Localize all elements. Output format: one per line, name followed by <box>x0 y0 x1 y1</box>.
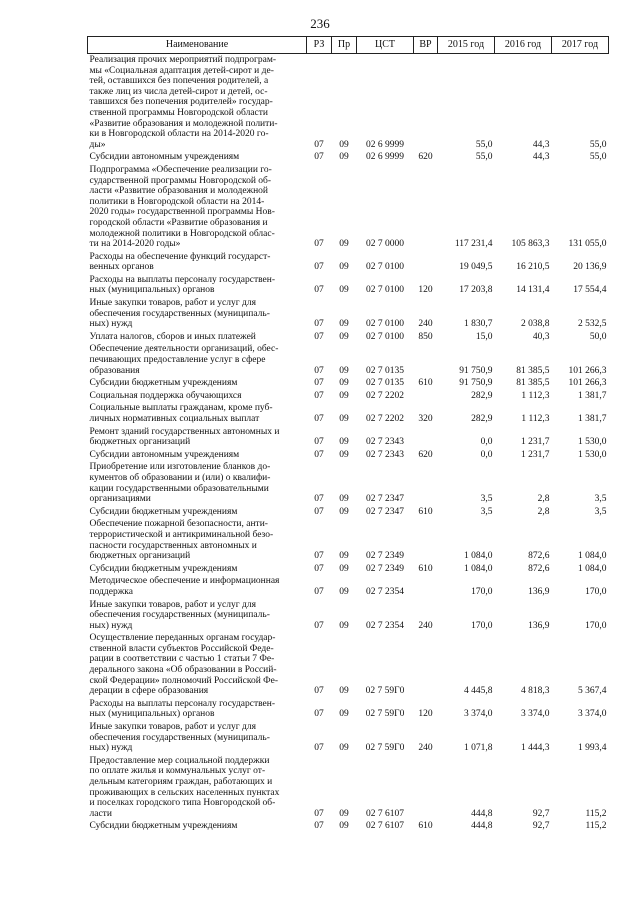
row-rz: 07 <box>314 414 324 424</box>
row-2016: 4 818,3 <box>521 686 550 697</box>
table-row <box>88 164 609 251</box>
row-rz: 07 <box>314 139 324 150</box>
table-row <box>88 377 609 390</box>
row-2015: 17 203,8 <box>459 285 493 296</box>
row-rz: 07 <box>314 449 324 460</box>
table-row <box>88 599 609 633</box>
row-pr: 09 <box>339 331 349 342</box>
row-2016: 1 231,7 <box>521 437 550 448</box>
row-2017: 1 530,0 <box>578 437 607 448</box>
row-2016: 136,9 <box>528 620 550 631</box>
table-row <box>88 297 609 331</box>
table-row <box>88 563 609 576</box>
row-2016: 1 231,7 <box>521 449 550 460</box>
row-name: Обеспечение деятельности организаций, обес- печивающих предоставление услуг в сфере образования <box>89 344 279 376</box>
row-cst: 02 7 59Г0 <box>365 709 405 720</box>
row-2017: 1 530,0 <box>578 449 607 460</box>
table-row <box>88 402 609 425</box>
row-2017: 101 266,3 <box>568 365 607 376</box>
row-rz: 07 <box>314 563 324 574</box>
row-name: Осуществление переданных органам государ- ственной власти субъектов Российской Феде- рации в соответствии с частью 1 статьи 7 Фе- дерального закона «Об образовании в Россий- ской Федерации» полномочий Российской Фе- дерации в сфере образования <box>89 633 279 697</box>
row-2015: 3,5 <box>480 506 493 517</box>
row-name: Субсидии бюджетным учреждениям <box>89 821 238 832</box>
row-pr: 09 <box>339 239 349 250</box>
row-2016: 81 385,5 <box>516 365 550 376</box>
table-row <box>88 343 609 377</box>
row-2017: 2 532,5 <box>578 319 607 330</box>
row-cst: 02 7 0135 <box>366 365 404 376</box>
row-cst: 02 7 2202 <box>366 414 404 424</box>
row-vr <box>414 390 438 403</box>
table-row <box>88 151 609 164</box>
row-rz: 07 <box>314 743 324 754</box>
row-name: Субсидии автономным учреждениям <box>89 449 240 460</box>
row-2017: 170,0 <box>585 586 607 597</box>
row-2016: 92,7 <box>532 821 550 832</box>
row-name: Субсидии автономным учреждениям <box>89 152 240 163</box>
row-cst: 02 7 2354 <box>366 586 404 597</box>
row-vr: 240 <box>418 319 433 330</box>
row-rz: 07 <box>314 365 324 376</box>
row-pr: 09 <box>339 139 349 150</box>
row-pr: 09 <box>339 821 349 832</box>
row-cst: 02 7 2347 <box>366 494 404 505</box>
row-2016: 872,6 <box>528 551 550 562</box>
row-vr: 610 <box>418 821 433 832</box>
header-pr: Пр <box>332 37 357 54</box>
row-vr <box>414 426 438 449</box>
row-2017: 115,2 <box>585 821 607 832</box>
row-pr: 09 <box>339 620 349 631</box>
row-2015: 91 750,9 <box>459 378 493 389</box>
page-number: 236 <box>310 16 330 31</box>
table-row <box>88 698 609 721</box>
row-2016: 44,3 <box>532 152 550 163</box>
row-rz: 07 <box>314 808 324 819</box>
row-cst: 02 7 2349 <box>366 551 404 562</box>
row-vr <box>414 54 438 152</box>
row-2017: 3,5 <box>594 494 607 505</box>
row-2015: 1 084,0 <box>464 563 493 574</box>
row-2017: 1 084,0 <box>578 563 607 574</box>
row-pr: 09 <box>339 378 349 389</box>
row-2015: 4 445,8 <box>464 686 493 697</box>
row-2017: 1 993,4 <box>578 743 607 754</box>
row-pr: 09 <box>339 437 349 448</box>
row-2017: 131 055,0 <box>568 239 607 250</box>
table-row <box>88 274 609 297</box>
row-cst: 02 7 0000 <box>366 239 404 250</box>
row-pr: 09 <box>339 494 349 505</box>
row-2017: 101 266,3 <box>568 378 607 389</box>
header-2015: 2015 год <box>438 37 495 54</box>
table-row <box>88 54 609 152</box>
row-pr: 09 <box>339 686 349 697</box>
row-pr: 09 <box>339 586 349 597</box>
row-rz: 07 <box>314 821 324 832</box>
row-2015: 55,0 <box>475 139 493 150</box>
row-2016: 2,8 <box>537 506 550 517</box>
row-vr: 320 <box>418 414 433 424</box>
row-pr: 09 <box>339 319 349 330</box>
row-cst: 02 7 59Г0 <box>365 743 405 754</box>
row-2015: 91 750,9 <box>459 365 493 376</box>
table-row <box>88 575 609 598</box>
row-pr: 09 <box>339 449 349 460</box>
row-2016: 105 863,3 <box>511 239 550 250</box>
row-name: Субсидии бюджетным учреждениям <box>89 378 238 389</box>
row-rz: 07 <box>314 506 324 517</box>
row-2015: 19 049,5 <box>459 262 493 273</box>
row-vr <box>414 343 438 377</box>
row-2016: 3 374,0 <box>521 709 550 720</box>
table-row <box>88 449 609 462</box>
row-pr: 09 <box>339 152 349 163</box>
table-row <box>88 721 609 755</box>
row-2017: 1 381,7 <box>578 390 607 401</box>
row-2017: 1 084,0 <box>578 551 607 562</box>
row-2015: 3,5 <box>480 494 493 505</box>
row-2015: 444,8 <box>471 821 493 832</box>
row-2016: 44,3 <box>532 139 550 150</box>
row-pr: 09 <box>339 414 349 424</box>
row-rz: 07 <box>314 239 324 250</box>
row-vr <box>414 575 438 598</box>
row-pr: 09 <box>339 551 349 562</box>
row-2016: 14 131,4 <box>516 285 550 296</box>
table-row <box>88 518 609 562</box>
row-rz: 07 <box>314 378 324 389</box>
row-name: Подпрограмма «Обеспечение реализации го- сударственной программы Новгородской об- ласти «Развитие образования и молодежной политики в Новгородской области на 2014- 2020 годы» государственной программы Нов- городской области «Развитие образования и молодежной политики в Новгородской облас- ти на 2014-2020 годы» <box>89 164 275 250</box>
row-name: Расходы на выплаты персоналу государствен- ных (муниципальных) органов <box>89 274 276 296</box>
row-2016: 1 112,3 <box>521 414 550 424</box>
header-rz: РЗ <box>307 37 332 54</box>
row-rz: 07 <box>314 390 324 401</box>
row-2016: 1 112,3 <box>521 390 550 401</box>
row-2015: 117 231,4 <box>454 239 493 250</box>
row-2015: 3 374,0 <box>464 709 493 720</box>
row-name: Иные закупки товаров, работ и услуг для обеспечения государственных (муниципаль- ных) нужд <box>89 722 270 754</box>
row-2015: 444,8 <box>471 808 493 819</box>
row-name: Реализация прочих мероприятий подпрограм- мы «Социальная адаптация детей-сирот и де- тей, оставшихся без попечения родителей, а также лиц из числа детей-сирот и детей, ос- тавшихся без попечения родителей» государ- ственной программы Новгородской области «Развитие образования и молодежной полити- ки в Новгородской области на 2014-2020 го- ды» <box>89 55 278 150</box>
row-2015: 55,0 <box>475 152 493 163</box>
row-name: Субсидии бюджетным учреждениям <box>89 506 238 517</box>
row-2015: 170,0 <box>471 586 493 597</box>
row-rz: 07 <box>314 262 324 273</box>
row-cst: 02 7 6107 <box>366 821 404 832</box>
row-cst: 02 7 0100 <box>366 262 404 273</box>
row-2016: 16 210,5 <box>516 262 550 273</box>
row-rz: 07 <box>314 319 324 330</box>
row-pr: 09 <box>339 390 349 401</box>
table-row <box>88 461 609 505</box>
row-pr: 09 <box>339 743 349 754</box>
row-2017: 1 381,7 <box>578 414 607 424</box>
row-vr: 120 <box>418 285 433 296</box>
row-2017: 50,0 <box>589 331 607 342</box>
row-pr: 09 <box>339 506 349 517</box>
row-rz: 07 <box>314 551 324 562</box>
row-rz: 07 <box>314 709 324 720</box>
row-2016: 136,9 <box>528 586 550 597</box>
row-name: Иные закупки товаров, работ и услуг для обеспечения государственных (муниципаль- ных) нужд <box>89 298 270 330</box>
row-vr <box>414 461 438 505</box>
row-pr: 09 <box>339 262 349 273</box>
row-2015: 15,0 <box>475 331 493 342</box>
row-2016: 1 444,3 <box>521 743 550 754</box>
row-2017: 17 554,4 <box>573 285 607 296</box>
row-cst: 02 7 2343 <box>366 437 404 448</box>
row-2017: 3,5 <box>594 506 607 517</box>
row-2016: 872,6 <box>528 563 550 574</box>
row-pr: 09 <box>339 808 349 819</box>
table-row <box>88 390 609 403</box>
row-vr <box>414 755 438 821</box>
row-rz: 07 <box>314 620 324 631</box>
row-name: Приобретение или изготовление бланков до- кументов об образовании и (или) о квалифи- кации государственными образовательными организациями <box>89 462 271 505</box>
budget-table <box>87 36 609 833</box>
row-name: Иные закупки товаров, работ и услуг для обеспечения государственных (муниципаль- ных) нужд <box>89 599 270 631</box>
row-cst: 02 7 2347 <box>366 506 404 517</box>
row-vr <box>414 632 438 698</box>
row-cst: 02 7 0100 <box>366 319 404 330</box>
row-cst: 02 7 0100 <box>366 331 404 342</box>
row-rz: 07 <box>314 437 324 448</box>
row-2015: 1 071,8 <box>464 743 493 754</box>
row-vr: 610 <box>418 563 433 574</box>
row-cst: 02 7 2349 <box>366 563 404 574</box>
row-2017: 115,2 <box>585 808 607 819</box>
row-name: Расходы на выплаты персоналу государствен- ных (муниципальных) органов <box>89 698 276 720</box>
row-2015: 1 084,0 <box>464 551 493 562</box>
row-vr: 610 <box>418 506 433 517</box>
row-vr: 240 <box>418 620 433 631</box>
row-vr: 620 <box>418 449 433 460</box>
row-rz: 07 <box>314 686 324 697</box>
table-row <box>88 506 609 519</box>
row-2015: 282,9 <box>471 390 493 401</box>
row-vr: 120 <box>418 709 433 720</box>
row-2016: 92,7 <box>532 808 550 819</box>
row-name: Уплата налогов, сборов и иных платежей <box>89 331 256 342</box>
row-cst: 02 6 9999 <box>366 139 404 150</box>
row-vr: 850 <box>418 331 433 342</box>
header-cst: ЦСТ <box>357 37 414 54</box>
row-2015: 1 830,7 <box>464 319 493 330</box>
row-2017: 55,0 <box>589 139 607 150</box>
row-rz: 07 <box>314 586 324 597</box>
table-header-row <box>88 37 609 54</box>
row-pr: 09 <box>339 285 349 296</box>
row-vr <box>414 164 438 251</box>
table-row <box>88 426 609 449</box>
row-rz: 07 <box>314 285 324 296</box>
row-2016: 2 038,8 <box>521 319 550 330</box>
header-vr: ВР <box>414 37 438 54</box>
row-2015: 0,0 <box>480 449 493 460</box>
row-2017: 3 374,0 <box>578 709 607 720</box>
row-2015: 282,9 <box>471 414 493 424</box>
header-2016: 2016 год <box>495 37 552 54</box>
row-vr: 240 <box>418 743 433 754</box>
row-2015: 0,0 <box>480 437 493 448</box>
row-2017: 5 367,4 <box>578 686 607 697</box>
row-cst: 02 7 6107 <box>366 808 404 819</box>
row-cst: 02 6 9999 <box>366 152 404 163</box>
row-2016: 81 385,5 <box>516 378 550 389</box>
row-cst: 02 7 59Г0 <box>365 686 405 697</box>
row-name: Социальные выплаты гражданам, кроме пуб- личных нормативных социальных выплат <box>89 403 273 424</box>
row-2017: 20 136,9 <box>573 262 607 273</box>
row-name: Ремонт зданий государственных автономных и бюджетных организаций <box>89 426 280 448</box>
row-2016: 2,8 <box>537 494 550 505</box>
row-vr <box>414 251 438 274</box>
row-rz: 07 <box>314 494 324 505</box>
row-name: Предоставление мер социальной поддержки по оплате жилья и коммунальных услуг от- дельным категориям граждан, работающих и проживающих в сельских населенных пунктах и поселках городского типа Новгородской об- ласти <box>89 755 280 819</box>
row-pr: 09 <box>339 709 349 720</box>
row-cst: 02 7 0100 <box>366 285 404 296</box>
table-row <box>88 632 609 698</box>
row-name: Обеспечение пожарной безопасности, анти- террористической и антикриминальной безо- пасности государственных автономных и бюджетных организаций <box>89 519 274 562</box>
row-name: Расходы на обеспечение функций государст- венных органов <box>89 251 271 273</box>
row-2016: 40,3 <box>532 331 550 342</box>
row-2017: 55,0 <box>589 152 607 163</box>
row-pr: 09 <box>339 365 349 376</box>
row-cst: 02 7 0135 <box>366 378 404 389</box>
table-row <box>88 331 609 344</box>
row-2017: 170,0 <box>585 620 607 631</box>
table-row <box>88 251 609 274</box>
row-vr <box>414 518 438 562</box>
row-rz: 07 <box>314 152 324 163</box>
row-pr: 09 <box>339 563 349 574</box>
row-name: Субсидии бюджетным учреждениям <box>89 563 238 574</box>
row-cst: 02 7 2202 <box>366 390 404 401</box>
row-name: Методическое обеспечение и информационная поддержка <box>89 576 280 597</box>
table-row <box>88 755 609 821</box>
row-cst: 02 7 2354 <box>366 620 404 631</box>
row-2015: 170,0 <box>471 620 493 631</box>
header-2017: 2017 год <box>552 37 609 54</box>
row-rz: 07 <box>314 331 324 342</box>
row-name: Социальная поддержка обучающихся <box>89 390 242 401</box>
row-vr: 610 <box>418 378 433 389</box>
header-name: Наименование <box>88 37 307 54</box>
row-cst: 02 7 2343 <box>366 449 404 460</box>
row-vr: 620 <box>418 152 433 163</box>
table-row <box>88 820 609 833</box>
